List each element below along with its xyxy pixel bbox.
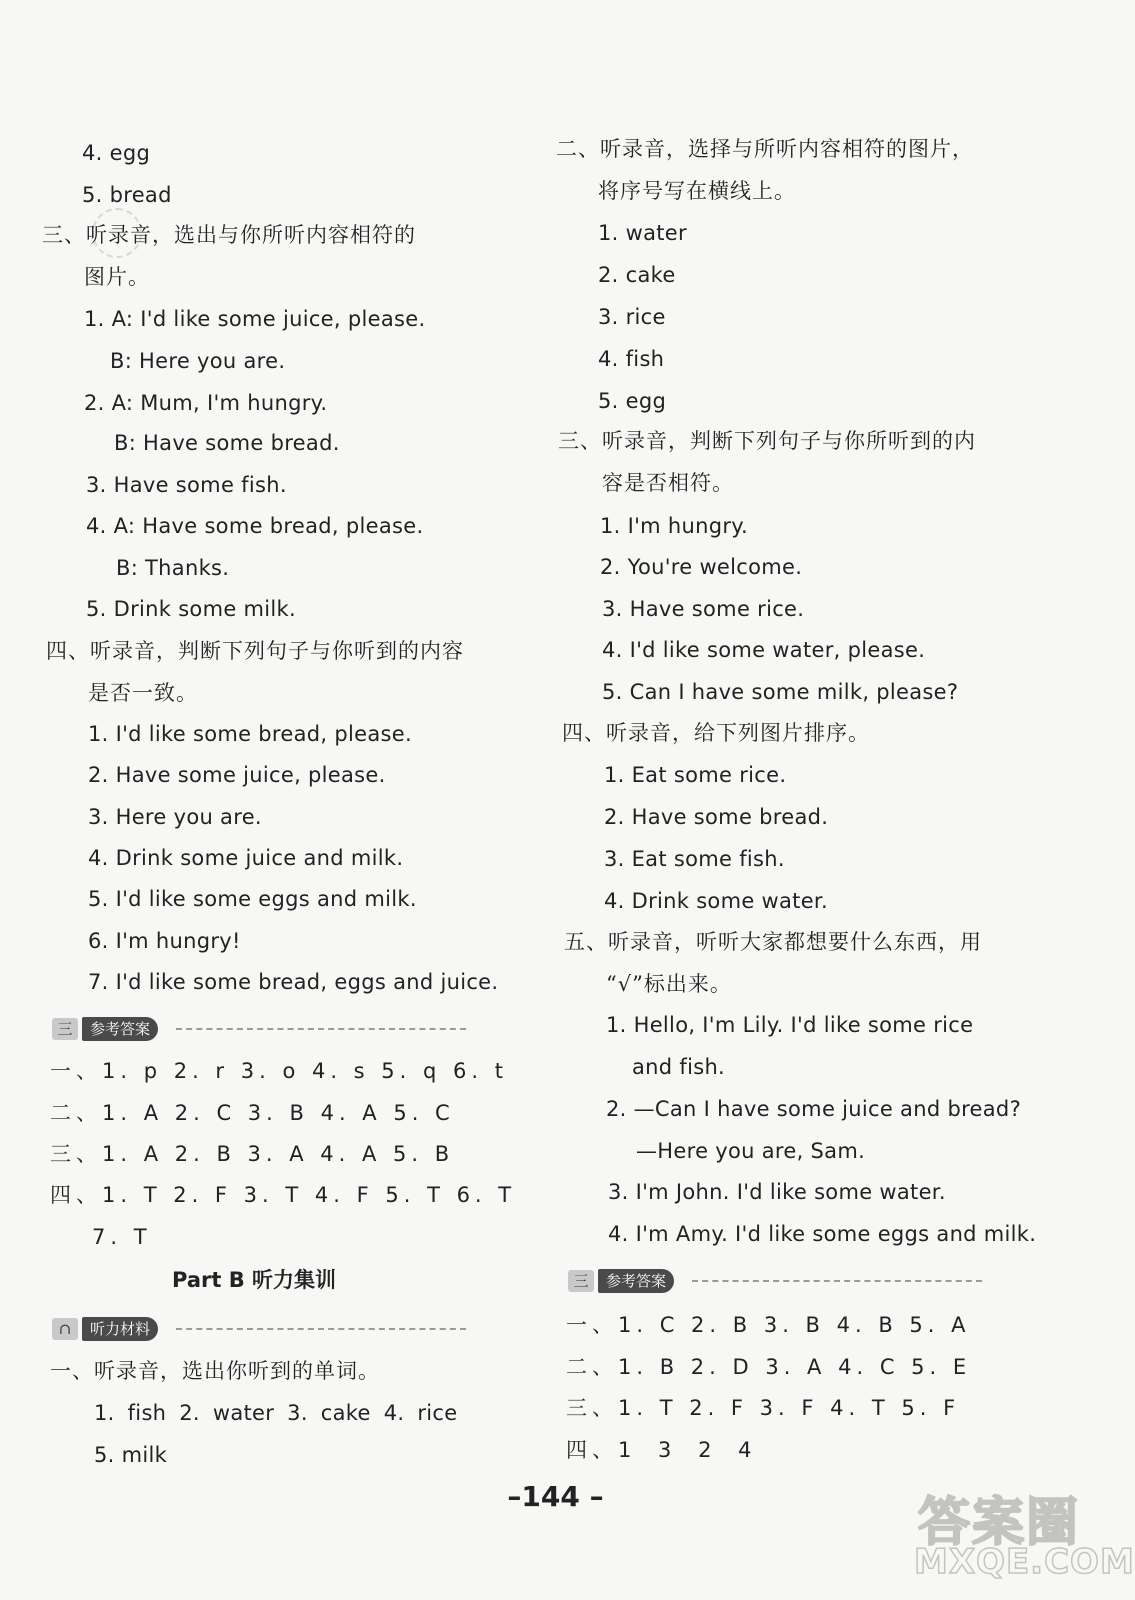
list-item: 2. Have some juice, please. [88,763,386,787]
listening-material-header [52,1316,472,1342]
list-item: 2. You're welcome. [600,555,803,579]
watermark-logo [912,1478,1135,1590]
list-item: 5. Drink some milk. [86,597,296,621]
list-item: B: Thanks. [116,556,230,580]
list-item: 1. I'm hungry. [600,514,749,538]
section-title: 将序号写在横线上。 [598,179,796,203]
list-item: 7. I'd like some bread, eggs and juice. [88,970,499,994]
section-title: “√”标出来。 [606,972,732,996]
section-title: 图片。 [84,265,150,289]
answer-line: 三、1. T 2. F 3. F 4. T 5. F [566,1396,961,1420]
list-item: 3. Eat some fish. [604,847,785,871]
answer-line: 一、1. p 2. r 3. o 4. s 5. q 6. t [50,1059,508,1083]
list-item: 5. bread [82,183,172,207]
divider [176,1028,466,1030]
list-item: 3. Here you are. [88,805,262,829]
section-title: 一、听录音，选出你听到的单词。 [50,1359,380,1383]
list-item: 3. I'm John. I'd like some water. [608,1180,946,1204]
list-item: 1. fish 2. water 3. cake 4. rice [94,1401,458,1425]
list-item: and fish. [632,1055,726,1079]
watermark-url: MXQE.COM [914,1542,1135,1582]
section-title: 容是否相符。 [602,471,734,495]
answer-line: 四、1 3 2 4 [566,1438,757,1462]
section-title: 二、听录音，选择与所听内容相符的图片， [556,137,974,161]
answer-line: 二、1. A 2. C 3. B 4. A 5. C [50,1101,455,1125]
list-item: 6. I'm hungry! [88,929,241,953]
page-number: –144 – [507,1480,604,1513]
list-item: 4. egg [82,141,151,165]
list-item: B: Here you are. [110,349,286,373]
list-item: 1. water [598,221,687,245]
answer-key-header [52,1016,472,1042]
list-item: 2. A: Mum, I'm hungry. [84,391,328,415]
list-item: 3. Have some fish. [86,473,287,497]
list-item: 4. A: Have some bread, please. [86,514,424,538]
list-item: 1. I'd like some bread, please. [88,722,412,746]
answer-line: 二、1. B 2. D 3. A 4. C 5. E [566,1355,972,1379]
list-item: 4. Drink some juice and milk. [88,846,404,870]
section-title: 四、听录音，给下列图片排序。 [562,721,870,745]
list-item: 2. —Can I have some juice and bread? [606,1097,1022,1121]
answer-key-label: 参考答案 [598,1269,674,1293]
listening-material-label: 听力材料 [82,1317,158,1341]
section-title: 四、听录音，判断下列句子与你听到的内容 [46,639,464,663]
list-item: 4. I'd like some water, please. [602,638,926,662]
list-item: 5. milk [94,1443,168,1467]
list-item: 3. Have some rice. [602,597,805,621]
section-title: 五、听录音，听听大家都想要什么东西，用 [564,930,982,954]
list-item: —Here you are, Sam. [636,1139,866,1163]
list-item: 1. Hello, I'm Lily. I'd like some rice [606,1013,974,1037]
answer-key-label: 参考答案 [82,1017,158,1041]
section-title: 三、听录音，判断下列句子与你所听到的内 [558,429,976,453]
list-item: B: Have some bread. [114,431,340,455]
divider [692,1280,982,1282]
answer-key-icon: 三 [52,1018,78,1040]
answer-key-header [568,1268,988,1294]
headphones-icon: ∩ [52,1318,78,1340]
list-item: 1. Eat some rice. [604,763,787,787]
section-title: 是否一致。 [88,681,198,705]
watermark-text: 答案圈 [918,1493,1081,1553]
divider [176,1328,466,1330]
answer-line: 7. T [92,1225,152,1249]
list-item: 4. Drink some water. [604,889,828,913]
part-title: Part B 听力集训 [172,1268,337,1292]
list-item: 3. rice [598,305,666,329]
list-item: 2. Have some bread. [604,805,829,829]
answer-key-icon: 三 [568,1270,594,1292]
list-item: 4. fish [598,347,665,371]
list-item: 5. egg [598,389,667,413]
answer-line: 四、1. T 2. F 3. T 4. F 5. T 6. T [50,1183,517,1207]
list-item: 2. cake [598,263,676,287]
list-item: 5. Can I have some milk, please? [602,680,959,704]
answer-line: 一、1. C 2. B 3. B 4. B 5. A [566,1313,971,1337]
answer-line: 三、1. A 2. B 3. A 4. A 5. B [50,1142,455,1166]
list-item: 4. I'm Amy. I'd like some eggs and milk. [608,1222,1037,1246]
list-item: 5. I'd like some eggs and milk. [88,887,417,911]
section-title: 三、听录音，选出与你所听内容相符的 [42,223,416,247]
list-item: 1. A: I'd like some juice, please. [84,307,426,331]
